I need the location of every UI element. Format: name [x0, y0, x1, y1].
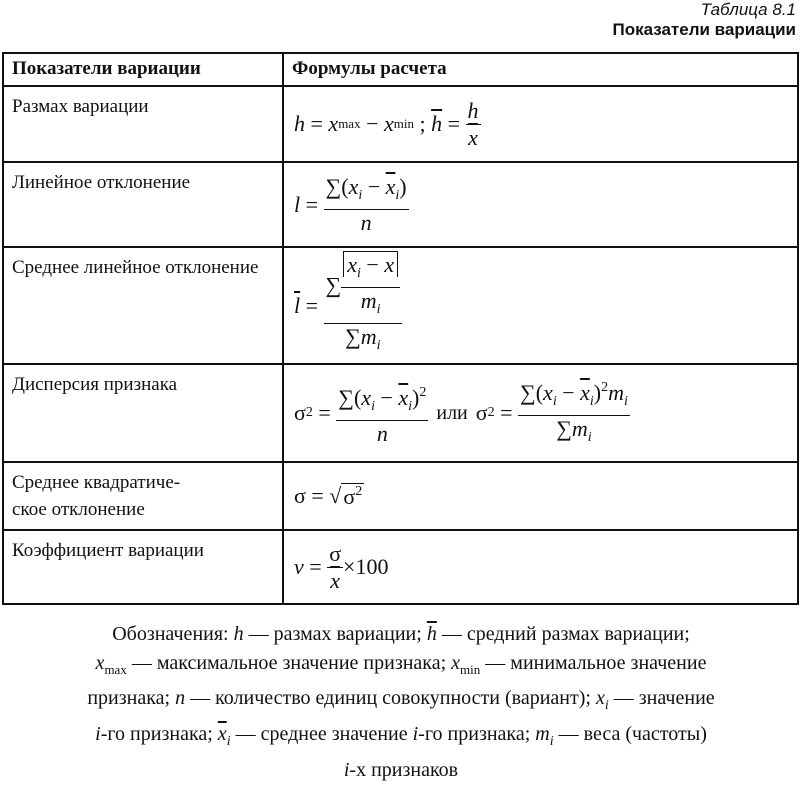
formula-linear-deviation: l = $\frac{\sum(x_i - \overline{x}_i)}{n}$ — [283, 162, 798, 247]
table-row — [3, 530, 798, 604]
table-row — [3, 162, 798, 247]
word-or: или — [436, 401, 468, 424]
header-indicators: Показатели вариации — [3, 53, 283, 86]
formula-dispersion: σ 2 = $\frac{\sum(x_i - \overline{x}_i)^2}{n}$ или σ 2 = $\frac{\sum(x_i - \overline{x}_i)^2m_i}{\sum m_i}$ — [283, 364, 798, 462]
row-name-linear-deviation: Линейное отклонение — [3, 162, 283, 247]
row-name-dispersion: Дисперсия признака — [3, 364, 283, 462]
formula-variation-coefficient: v = $\frac{\sigma}{x}$ ×100 — [283, 530, 798, 604]
table-number: Таблица 8.1 — [700, 0, 796, 19]
formula-std-deviation: σ = √ $\sigma^2$ — [283, 462, 798, 530]
row-name-variation-coefficient: Коэффициент вариации — [3, 530, 283, 604]
notation-notes: Обозначения: h — размах вариации; $\overline{h}$ — средний размах вариации; $x_{max}$ — максимальное значение признака; $x_{min}$ — минимальное значение признака; n — количество единиц совокупности (вариант); $x_i$ — значение i-го признака; $\overline{x}_i$ — среднее значение i-го признака; $m_i$ — веса (частоты) i-х признаков — [87, 623, 715, 781]
table-header-row — [3, 53, 798, 86]
table-row — [3, 86, 798, 162]
row-name-mean-linear-deviation: Среднее линейное отклонение — [3, 247, 283, 364]
row-name-range: Размах вариации — [3, 86, 283, 162]
header-formulas: Формулы расчета — [283, 53, 798, 86]
table-title: Показатели вариации — [612, 20, 796, 39]
table-row — [3, 462, 798, 530]
table-row — [3, 247, 798, 364]
variation-table — [2, 52, 799, 605]
row-name-std-deviation: Среднее квадратиче- ское отклонение — [3, 462, 283, 530]
formula-range: h = x max − x min ; $\overline{h}$ = $\frac{h}{x}$ — [283, 86, 798, 162]
table-row — [3, 364, 798, 462]
formula-mean-linear-deviation: $\overline{l}$ = ∑ $\frac{x_i - x}{m_i}$ $\sum m_i$ — [283, 247, 798, 364]
